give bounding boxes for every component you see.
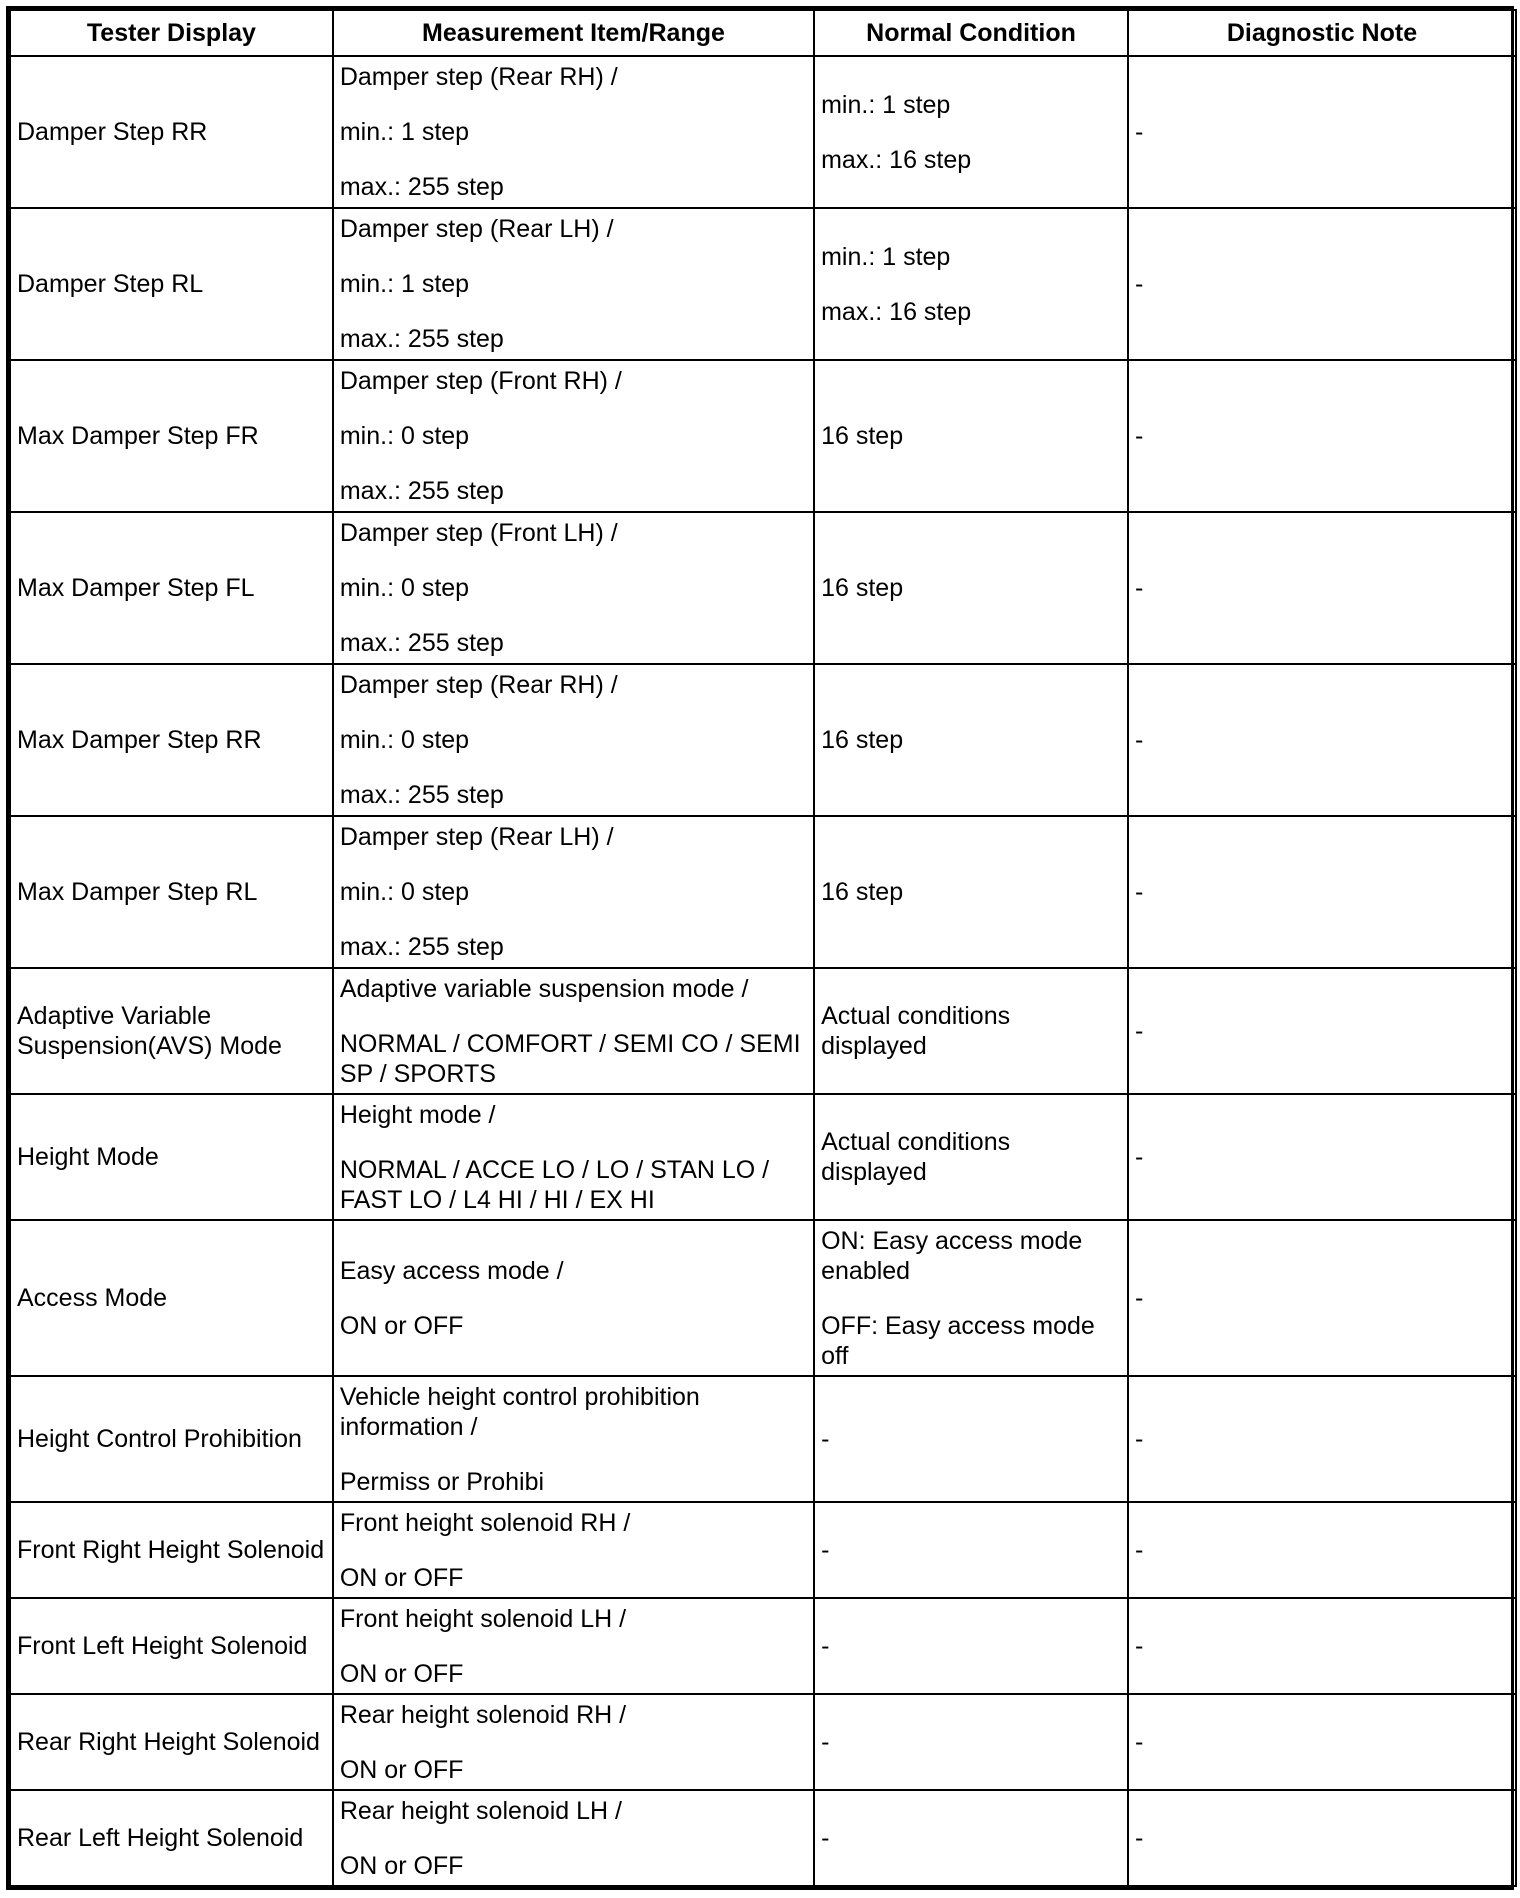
measurement-line: ON or OFF <box>339 1851 464 1880</box>
table-row <box>10 1694 1516 1790</box>
normal-line: max.: 16 step <box>821 145 972 174</box>
diagnostic-note-cell: - <box>1128 1694 1516 1790</box>
diagnostic-note-cell: - <box>1128 208 1516 360</box>
normal-line: - <box>821 1425 830 1453</box>
table-row <box>10 1502 1516 1598</box>
normal-condition-cell <box>814 1502 1128 1598</box>
measurement-cell <box>333 1694 814 1790</box>
header-row <box>10 10 1516 56</box>
measurement-line: NORMAL / ACCE LO / LO / STAN LO / FAST LO / L4 HI / HI / EX HI <box>339 1155 770 1214</box>
normal-line: 16 step <box>821 422 904 450</box>
normal-condition-cell <box>814 1220 1128 1376</box>
diagnostic-note-cell: - <box>1128 56 1516 208</box>
measurement-line: max.: 255 step <box>339 173 504 201</box>
measurement-cell <box>333 968 814 1094</box>
measurement-line: Damper step (Rear LH) / <box>339 215 614 243</box>
diagnostic-note-cell: - <box>1128 664 1516 816</box>
measurement-cell <box>333 1598 814 1694</box>
table-row <box>10 512 1516 664</box>
tester-display-cell: Max Damper Step FL <box>10 512 333 664</box>
normal-line: - <box>821 1536 830 1564</box>
normal-line: - <box>821 1632 830 1660</box>
measurement-line: Easy access mode / <box>339 1256 564 1285</box>
diagnostic-note-cell: - <box>1128 816 1516 968</box>
normal-line: min.: 1 step <box>821 242 951 271</box>
normal-condition-cell <box>814 1094 1128 1220</box>
tester-display-cell: Max Damper Step RR <box>10 664 333 816</box>
diagnostic-note-cell: - <box>1128 968 1516 1094</box>
normal-condition-cell <box>814 1376 1128 1502</box>
measurement-cell <box>333 208 814 360</box>
normal-condition-cell <box>814 360 1128 512</box>
measurement-cell <box>333 1220 814 1376</box>
normal-condition-cell <box>814 816 1128 968</box>
table-row <box>10 1376 1516 1502</box>
measurement-line: max.: 255 step <box>339 477 504 505</box>
header-measurement-item: Measurement Item/Range <box>333 10 814 56</box>
measurement-cell <box>333 1094 814 1220</box>
table-row <box>10 1220 1516 1376</box>
normal-condition-cell <box>814 1598 1128 1694</box>
measurement-line: ON or OFF <box>339 1563 464 1592</box>
tester-display-cell: Height Control Prohibition <box>10 1376 333 1502</box>
table-row <box>10 664 1516 816</box>
normal-line: Actual conditions displayed <box>821 1128 1011 1186</box>
tester-display-cell: Front Right Height Solenoid <box>10 1502 333 1598</box>
tester-display-cell: Rear Left Height Solenoid <box>10 1790 333 1886</box>
measurement-line: ON or OFF <box>339 1755 464 1784</box>
measurement-line: min.: 1 step <box>339 118 470 146</box>
measurement-cell <box>333 816 814 968</box>
tester-display-cell: Rear Right Height Solenoid <box>10 1694 333 1790</box>
diagnostic-note-cell: - <box>1128 1376 1516 1502</box>
header-tester-display: Tester Display <box>10 10 333 56</box>
table-row <box>10 816 1516 968</box>
diagnostic-note-cell: - <box>1128 360 1516 512</box>
normal-line: 16 step <box>821 726 904 754</box>
normal-condition-cell <box>814 1694 1128 1790</box>
tester-display-cell: Max Damper Step RL <box>10 816 333 968</box>
normal-line: min.: 1 step <box>821 90 951 119</box>
measurement-line: max.: 255 step <box>339 933 504 961</box>
diagnostic-note-cell: - <box>1128 1094 1516 1220</box>
diagnostic-note-cell: - <box>1128 1790 1516 1886</box>
tester-display-cell: Adaptive Variable Suspension(AVS) Mode <box>10 968 333 1094</box>
diagnostic-note-cell: - <box>1128 1598 1516 1694</box>
measurement-line: min.: 1 step <box>339 270 470 298</box>
table-row <box>10 1790 1516 1886</box>
table-row <box>10 1598 1516 1694</box>
measurement-line: Permiss or Prohibi <box>339 1467 545 1496</box>
measurement-line: NORMAL / COMFORT / SEMI CO / SEMI SP / SPORTS <box>339 1029 801 1088</box>
table-row <box>10 208 1516 360</box>
measurement-line: min.: 0 step <box>339 878 470 906</box>
normal-line: max.: 16 step <box>821 297 972 326</box>
tester-display-cell: Damper Step RL <box>10 208 333 360</box>
measurement-line: Rear height solenoid LH / <box>339 1796 622 1825</box>
measurement-cell <box>333 360 814 512</box>
measurement-line: Rear height solenoid RH / <box>339 1700 627 1729</box>
measurement-cell <box>333 1376 814 1502</box>
measurement-line: Damper step (Front RH) / <box>339 367 622 395</box>
normal-condition-cell <box>814 208 1128 360</box>
normal-condition-cell <box>814 968 1128 1094</box>
measurement-line: Damper step (Rear LH) / <box>339 823 614 851</box>
measurement-line: Damper step (Front LH) / <box>339 519 618 547</box>
header-diagnostic-note: Diagnostic Note <box>1128 10 1516 56</box>
normal-condition-cell <box>814 664 1128 816</box>
measurement-line: max.: 255 step <box>339 325 504 353</box>
measurement-cell <box>333 512 814 664</box>
normal-condition-cell <box>814 512 1128 664</box>
measurement-line: ON or OFF <box>339 1659 464 1688</box>
normal-line: 16 step <box>821 574 904 602</box>
normal-line: 16 step <box>821 878 904 906</box>
measurement-cell <box>333 664 814 816</box>
measurement-line: Damper step (Rear RH) / <box>339 671 618 699</box>
measurement-line: Height mode / <box>339 1100 496 1129</box>
measurement-line: min.: 0 step <box>339 726 470 754</box>
normal-line: - <box>821 1728 830 1756</box>
tester-display-cell: Access Mode <box>10 1220 333 1376</box>
measurement-line: min.: 0 step <box>339 422 470 450</box>
tester-display-cell: Height Mode <box>10 1094 333 1220</box>
tester-display-cell: Max Damper Step FR <box>10 360 333 512</box>
spec-table-frame <box>6 6 1514 1890</box>
measurement-line: Vehicle height control prohibition information / <box>339 1382 700 1441</box>
measurement-cell <box>333 1790 814 1886</box>
normal-condition-cell <box>814 1790 1128 1886</box>
measurement-line: min.: 0 step <box>339 574 470 602</box>
measurement-line: max.: 255 step <box>339 781 504 809</box>
table-row <box>10 968 1516 1094</box>
diagnostic-note-cell: - <box>1128 1502 1516 1598</box>
measurement-line: Front height solenoid RH / <box>339 1508 631 1537</box>
measurement-line: Front height solenoid LH / <box>339 1604 627 1633</box>
table-row <box>10 56 1516 208</box>
tester-display-cell: Damper Step RR <box>10 56 333 208</box>
tester-display-cell: Front Left Height Solenoid <box>10 1598 333 1694</box>
normal-line: Actual conditions displayed <box>821 1002 1011 1060</box>
normal-line: OFF: Easy access mode off <box>821 1311 1095 1370</box>
diagnostic-note-cell: - <box>1128 512 1516 664</box>
measurement-line: Damper step (Rear RH) / <box>339 63 618 91</box>
table-row <box>10 1094 1516 1220</box>
normal-line: - <box>821 1824 830 1852</box>
measurement-cell <box>333 56 814 208</box>
measurement-line: ON or OFF <box>339 1311 464 1340</box>
spec-table <box>9 9 1517 1887</box>
measurement-line: max.: 255 step <box>339 629 504 657</box>
table-row <box>10 360 1516 512</box>
diagnostic-note-cell: - <box>1128 1220 1516 1376</box>
header-normal-condition: Normal Condition <box>814 10 1128 56</box>
normal-line: ON: Easy access mode enabled <box>821 1226 1083 1285</box>
measurement-cell <box>333 1502 814 1598</box>
normal-condition-cell <box>814 56 1128 208</box>
measurement-line: Adaptive variable suspension mode / <box>339 974 749 1003</box>
